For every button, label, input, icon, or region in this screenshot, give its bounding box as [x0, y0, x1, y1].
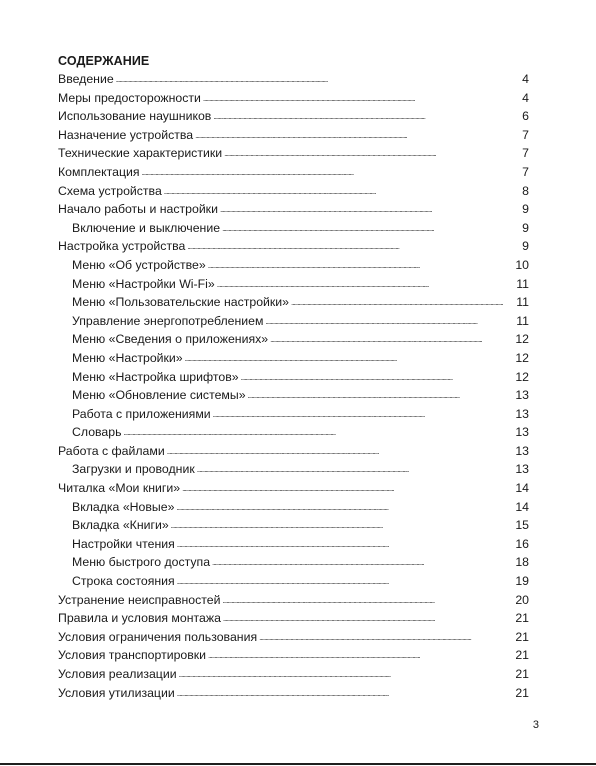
- toc-entry[interactable]: [58, 593, 529, 612]
- toc-entry[interactable]: [58, 239, 529, 258]
- toc-entry[interactable]: [58, 351, 529, 370]
- dot-leader: [248, 389, 514, 399]
- toc-entry-page: 12: [515, 332, 529, 347]
- toc-entry-page: 7: [522, 127, 529, 142]
- toc-entry[interactable]: [58, 555, 529, 574]
- toc-entry-page: 9: [522, 220, 529, 235]
- toc-entry-label: Меню быстрого доступа: [72, 555, 211, 570]
- toc-entry[interactable]: [58, 332, 529, 351]
- toc-entry[interactable]: [58, 295, 529, 314]
- dot-leader: [176, 501, 513, 511]
- toc-entry-label: Читалка «Мои книги»: [58, 481, 181, 496]
- toc-entry-label: Строка состояния: [72, 574, 175, 589]
- toc-entry[interactable]: [58, 165, 529, 184]
- toc-entry-page: 12: [515, 369, 529, 384]
- toc-entry-label: Условия ограничения пользования: [58, 629, 258, 644]
- toc-entry-page: 8: [522, 183, 529, 198]
- toc-entry-label: Меры предосторожности: [58, 90, 201, 105]
- dot-leader: [167, 445, 514, 455]
- page-number: 3: [532, 719, 539, 731]
- bottom-divider: [0, 763, 596, 765]
- dot-leader: [197, 463, 514, 473]
- toc-entry[interactable]: [58, 314, 529, 333]
- toc-entry[interactable]: [58, 388, 529, 407]
- dot-leader: [217, 278, 515, 288]
- toc-entry-page: 13: [515, 406, 529, 421]
- toc-entry-label: Начало работы и настройки: [58, 202, 218, 217]
- toc-entry-page: 14: [515, 499, 529, 514]
- toc-entry-page: 12: [515, 350, 529, 365]
- toc-entry-label: Использование наушников: [58, 109, 212, 124]
- table-of-contents: [58, 72, 529, 704]
- toc-entry[interactable]: [58, 221, 529, 240]
- toc-entry-label: Вкладка «Книги»: [72, 518, 169, 533]
- dot-leader: [171, 519, 514, 529]
- toc-entry-page: 14: [515, 481, 529, 496]
- dot-leader: [203, 92, 517, 102]
- dot-leader: [116, 73, 517, 83]
- toc-entry-label: Введение: [58, 72, 114, 86]
- toc-entry-label: Меню «Пользовательские настройки»: [72, 295, 289, 310]
- toc-entry[interactable]: [58, 146, 529, 165]
- toc-entry-label: Устранение неисправностей: [58, 592, 221, 607]
- toc-entry[interactable]: [58, 686, 529, 705]
- toc-entry[interactable]: [58, 109, 529, 128]
- toc-entry-label: Меню «Настройки Wi-Fi»: [72, 276, 215, 291]
- dot-leader: [142, 166, 517, 176]
- toc-entry[interactable]: [58, 537, 529, 556]
- toc-entry[interactable]: [58, 611, 529, 630]
- toc-entry-page: 21: [515, 667, 529, 681]
- toc-entry-label: Работа с файлами: [58, 443, 165, 458]
- toc-entry[interactable]: [58, 184, 529, 203]
- dot-leader: [223, 612, 513, 622]
- toc-entry[interactable]: [58, 518, 529, 537]
- dot-leader: [208, 259, 514, 269]
- toc-entry-label: Настройка устройства: [58, 239, 186, 254]
- toc-entry-label: Включение и выключение: [72, 220, 221, 235]
- toc-entry-label: Меню «Обновление системы»: [72, 388, 246, 403]
- toc-entry-label: Комплектация: [58, 164, 140, 179]
- dot-leader: [223, 594, 514, 604]
- toc-entry-page: 16: [515, 536, 529, 551]
- dot-leader: [265, 315, 514, 325]
- toc-entry-page: 13: [515, 425, 529, 440]
- dot-leader: [259, 631, 513, 641]
- toc-entry-label: Настройки чтения: [72, 536, 175, 551]
- dot-leader: [241, 371, 514, 381]
- toc-entry-label: Меню «Настройки»: [72, 350, 183, 365]
- toc-entry-label: Управление энергопотреблением: [72, 313, 264, 328]
- toc-entry-label: Условия транспортировки: [58, 648, 207, 663]
- toc-entry-label: Условия реализации: [58, 667, 177, 681]
- toc-entry-page: 13: [515, 462, 529, 477]
- dot-leader: [213, 110, 517, 120]
- toc-entry-page: 11: [516, 295, 529, 310]
- toc-entry[interactable]: [58, 277, 529, 296]
- toc-title: СОДЕРЖАНИЕ: [58, 54, 150, 68]
- toc-entry-page: 20: [515, 592, 529, 607]
- toc-entry[interactable]: [58, 128, 529, 147]
- toc-entry-label: Вкладка «Новые»: [72, 499, 175, 514]
- dot-leader: [182, 482, 513, 492]
- toc-entry-page: 10: [515, 257, 529, 272]
- dot-leader: [177, 575, 514, 585]
- dot-leader: [291, 296, 514, 306]
- toc-entry-page: 15: [515, 518, 529, 533]
- toc-entry-page: 19: [515, 574, 529, 589]
- toc-entry-label: Назначение устройства: [58, 127, 194, 142]
- dot-leader: [164, 185, 517, 195]
- dot-leader: [270, 333, 513, 343]
- toc-entry-label: Меню «Настройка шрифтов»: [72, 369, 239, 384]
- toc-entry[interactable]: [58, 202, 529, 221]
- toc-entry[interactable]: [58, 91, 529, 110]
- dot-leader: [177, 538, 514, 548]
- toc-entry-page: 11: [516, 313, 529, 328]
- toc-entry-page: 6: [522, 109, 529, 124]
- toc-entry-label: Технические характеристики: [58, 146, 223, 161]
- toc-entry-page: 21: [515, 611, 529, 626]
- toc-entry[interactable]: [58, 258, 529, 277]
- toc-entry[interactable]: [58, 462, 529, 481]
- toc-entry[interactable]: [58, 574, 529, 593]
- toc-entry-page: 7: [522, 146, 529, 161]
- toc-entry[interactable]: [58, 481, 529, 500]
- toc-entry-page: 11: [516, 276, 529, 291]
- toc-entry-label: Работа с приложениями: [72, 406, 211, 421]
- dot-leader: [179, 668, 514, 678]
- toc-entry-label: Меню «Об устройстве»: [72, 257, 206, 272]
- dot-leader: [124, 426, 514, 436]
- toc-entry-page: 21: [515, 629, 529, 644]
- toc-entry[interactable]: [58, 444, 529, 463]
- dot-leader: [213, 408, 514, 418]
- toc-entry[interactable]: [58, 667, 529, 686]
- toc-entry-label: Правила и условия монтажа: [58, 611, 221, 626]
- toc-entry-label: Загрузки и проводник: [72, 462, 195, 477]
- toc-entry-label: Словарь: [72, 425, 122, 440]
- toc-entry-page: 9: [522, 239, 529, 254]
- dot-leader: [212, 556, 513, 566]
- dot-leader: [220, 203, 517, 213]
- toc-entry-page: 21: [515, 685, 529, 700]
- toc-entry-page: 13: [515, 443, 529, 458]
- toc-entry-page: 7: [522, 164, 529, 179]
- dot-leader: [177, 687, 514, 697]
- toc-entry-page: 9: [522, 202, 529, 217]
- toc-entry-page: 21: [515, 648, 529, 663]
- toc-entry-page: 13: [515, 388, 529, 403]
- toc-entry[interactable]: [58, 648, 529, 667]
- toc-entry[interactable]: [58, 407, 529, 426]
- dot-leader: [208, 649, 513, 659]
- toc-entry-page: 18: [515, 555, 529, 570]
- toc-entry-label: Схема устройства: [58, 183, 162, 198]
- toc-entry-label: Меню «Сведения о приложениях»: [72, 332, 269, 347]
- dot-leader: [224, 147, 517, 157]
- toc-entry[interactable]: [58, 425, 529, 444]
- toc-entry-page: 4: [522, 72, 529, 86]
- toc-entry[interactable]: [58, 630, 529, 649]
- toc-entry-label: Условия утилизации: [58, 685, 175, 700]
- dot-leader: [195, 129, 517, 139]
- dot-leader: [187, 240, 517, 250]
- dot-leader: [185, 352, 514, 362]
- toc-entry[interactable]: [58, 72, 529, 91]
- dot-leader: [222, 222, 517, 232]
- toc-entry[interactable]: [58, 500, 529, 519]
- toc-entry-page: 4: [522, 90, 529, 105]
- toc-entry[interactable]: [58, 370, 529, 389]
